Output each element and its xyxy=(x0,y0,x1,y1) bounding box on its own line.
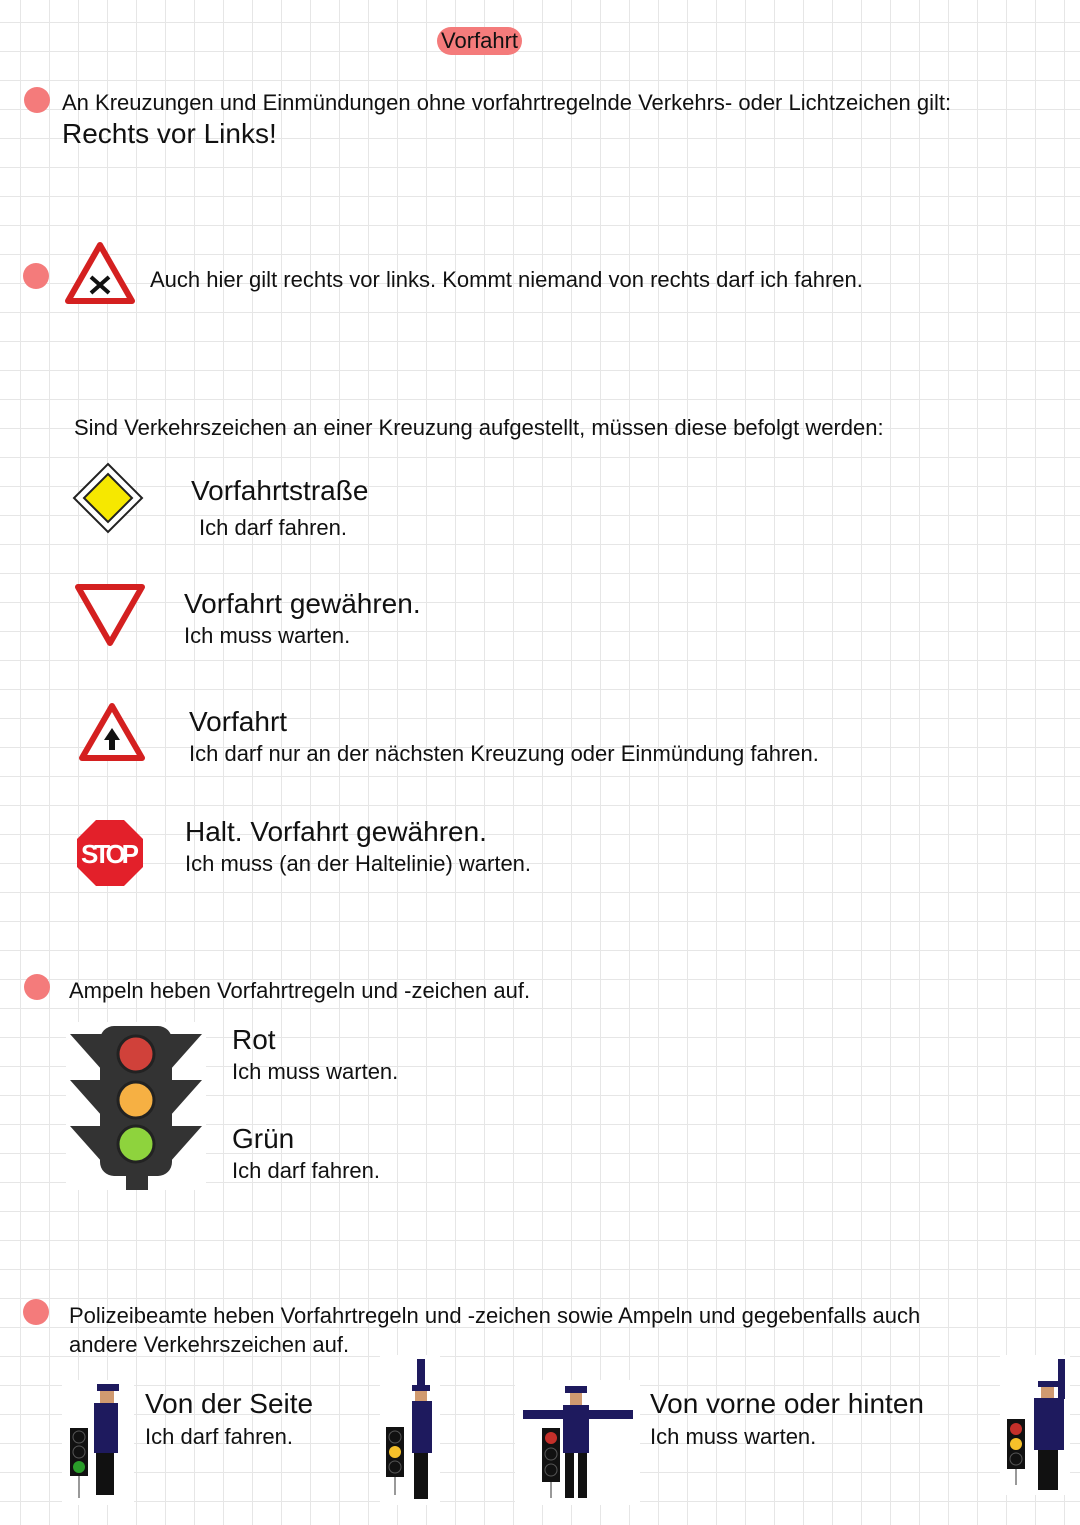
sign-title: Halt. Vorfahrt gewähren. xyxy=(185,816,487,847)
traffic-light-icon xyxy=(66,1022,206,1190)
police-text-line2: andere Verkehrszeichen auf. xyxy=(69,1332,350,1357)
police-text-line1: Polizeibeamte heben Vorfahrtregeln und -zeichen sowie Ampeln und gegebenfalls auch xyxy=(69,1303,921,1328)
stop-sign-icon xyxy=(76,819,144,887)
police-side-desc: Ich darf fahren. xyxy=(145,1424,293,1449)
light-green-title: Grün xyxy=(232,1123,295,1154)
svg-text:STOP: STOP xyxy=(81,839,139,869)
bullet-dot xyxy=(23,1299,49,1325)
police-front-red-icon xyxy=(515,1380,640,1505)
sign-desc: Ich darf fahren. xyxy=(199,515,347,540)
signs-intro: Sind Verkehrszeichen an einer Kreuzung aufgestellt, müssen diese befolgt werden: xyxy=(74,415,884,440)
sign-title: Vorfahrt xyxy=(189,706,288,737)
police-raised-arm-redyellow-icon xyxy=(1000,1355,1070,1495)
bullet-dot xyxy=(23,263,49,289)
sign-title: Vorfahrt gewähren. xyxy=(184,588,421,619)
sign-title: Vorfahrtstraße xyxy=(191,475,369,506)
sign-desc: Ich muss (an der Haltelinie) warten. xyxy=(185,851,532,876)
sign-desc: Ich muss warten. xyxy=(184,623,351,648)
light-red-title: Rot xyxy=(232,1024,276,1055)
light-red-desc: Ich muss warten. xyxy=(232,1059,399,1084)
yield-sign-icon xyxy=(74,583,146,647)
police-front-desc: Ich muss warten. xyxy=(650,1424,817,1449)
priority-next-junction-sign-icon xyxy=(76,700,148,764)
rule-text: An Kreuzungen und Einmündungen ohne vorfahrtregelnde Verkehrs- oder Lichtzeichen gilt: xyxy=(62,90,952,115)
bullet-dot xyxy=(24,974,50,1000)
police-side-title: Von der Seite xyxy=(145,1388,314,1419)
police-side-green-icon xyxy=(62,1380,134,1505)
police-front-title: Von vorne oder hinten xyxy=(650,1388,924,1419)
crossing-text: Auch hier gilt rechts vor links. Kommt niemand von rechts darf ich fahren. xyxy=(150,267,863,292)
priority-road-sign-icon xyxy=(72,462,144,534)
light-green-desc: Ich darf fahren. xyxy=(232,1158,380,1183)
sign-desc: Ich darf nur an der nächsten Kreuzung oder Einmündung fahren. xyxy=(189,741,819,766)
crossing-sign-icon xyxy=(64,241,136,305)
page-title: Vorfahrt xyxy=(437,27,522,55)
bullet-dot xyxy=(24,87,50,113)
traffic-light-text: Ampeln heben Vorfahrtregeln und -zeichen auf. xyxy=(69,978,531,1003)
police-raised-arm-yellow-icon xyxy=(380,1355,440,1505)
rule-emphasis: Rechts vor Links! xyxy=(62,118,277,149)
